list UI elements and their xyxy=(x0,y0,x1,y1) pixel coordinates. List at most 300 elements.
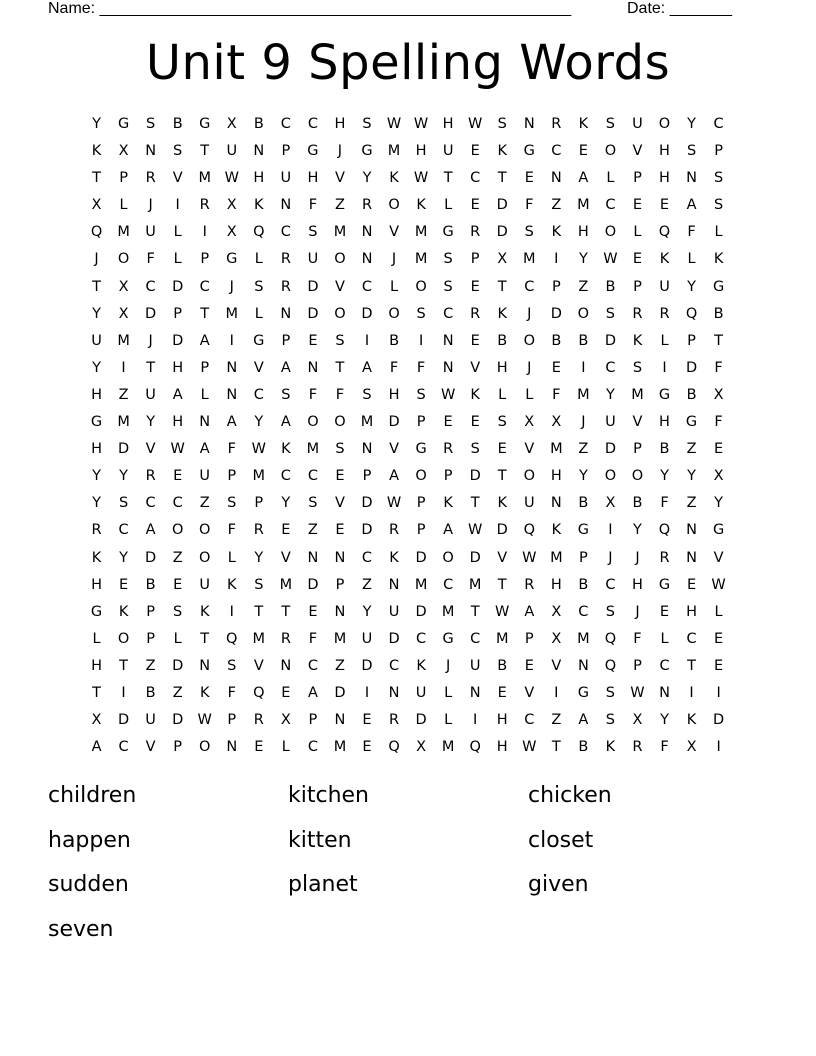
grid-letter: P xyxy=(633,278,642,295)
grid-letter: I xyxy=(229,603,234,620)
grid-letter: K xyxy=(497,495,507,512)
grid-letter: H xyxy=(496,359,508,376)
grid-letter: W xyxy=(495,603,510,620)
grid-letter: C xyxy=(199,278,210,295)
grid-letter: S xyxy=(524,224,534,241)
grid-letter: H xyxy=(91,576,102,593)
grid-letter: C xyxy=(307,468,318,485)
grid-letter: C xyxy=(416,630,427,647)
grid-letter: D xyxy=(415,549,427,566)
grid-letter: T xyxy=(497,278,507,295)
grid-letter: Y xyxy=(687,278,696,295)
grid-letter: E xyxy=(470,197,480,214)
grid-letter: Y xyxy=(92,116,101,132)
grid-letter: P xyxy=(227,468,237,485)
grid-letter: P xyxy=(524,630,534,647)
grid-letter: C xyxy=(605,576,616,593)
grid-letter: Q xyxy=(604,657,617,674)
grid-letter: R xyxy=(253,712,264,729)
grid-letter: S xyxy=(497,414,507,431)
grid-letter: V xyxy=(389,441,399,458)
grid-letter: R xyxy=(659,305,670,322)
grid-letter: S xyxy=(254,278,264,295)
grid-letter: L xyxy=(281,739,290,756)
grid-letter: D xyxy=(496,224,508,241)
grid-letter: W xyxy=(224,170,239,187)
grid-letter: O xyxy=(604,143,617,160)
grid-letter: H xyxy=(632,576,643,593)
grid-letter: C xyxy=(118,522,129,539)
grid-letter: C xyxy=(605,197,616,214)
grid-letter: Y xyxy=(254,414,264,431)
grid-letter: T xyxy=(470,603,480,620)
grid-letter: D xyxy=(496,197,508,214)
grid-letter: R xyxy=(470,305,481,322)
grid-letter: X xyxy=(686,739,697,756)
grid-letter: N xyxy=(199,657,211,674)
grid-letter: T xyxy=(551,739,561,756)
grid-letter: R xyxy=(361,197,373,214)
grid-letter: G xyxy=(90,603,103,620)
grid-letter: E xyxy=(254,739,264,756)
grid-letter: K xyxy=(416,197,426,214)
grid-letter: N xyxy=(253,143,265,160)
grid-letter: J xyxy=(635,549,640,566)
grid-letter: F xyxy=(308,386,318,403)
grid-letter: D xyxy=(145,549,157,566)
grid-letter: A xyxy=(280,359,291,376)
grid-letter: X xyxy=(226,224,237,241)
grid-letter: G xyxy=(523,143,535,160)
grid-letter: D xyxy=(496,522,508,539)
grid-letter: H xyxy=(172,359,184,376)
grid-letter: L xyxy=(498,386,507,403)
grid-letter: N xyxy=(550,495,562,512)
grid-letter: Y xyxy=(254,549,264,566)
grid-letter: W xyxy=(603,251,618,268)
grid-letter: Z xyxy=(172,684,183,701)
grid-letter: A xyxy=(91,739,102,756)
grid-letter: T xyxy=(92,684,101,701)
grid-letter: K xyxy=(118,603,129,620)
grid-letter: U xyxy=(442,143,454,160)
grid-letter: S xyxy=(362,386,372,403)
grid-letter: D xyxy=(145,305,157,322)
grid-letter: U xyxy=(361,630,373,647)
grid-letter: G xyxy=(307,143,319,160)
grid-letter: H xyxy=(91,657,102,674)
grid-letter: Z xyxy=(578,441,589,458)
grid-letter: C xyxy=(280,224,291,241)
grid-letter: N xyxy=(334,603,346,620)
grid-letter: N xyxy=(686,522,697,539)
grid-letter: S xyxy=(632,359,643,376)
grid-letter: M xyxy=(631,386,644,403)
grid-letter: M xyxy=(333,739,347,756)
grid-letter: S xyxy=(605,684,616,701)
grid-letter: M xyxy=(414,224,428,241)
grid-letter: R xyxy=(199,197,210,214)
grid-letter: X xyxy=(524,414,535,431)
grid-letter: D xyxy=(334,684,346,701)
grid-letter: I xyxy=(608,522,613,539)
grid-letter: V xyxy=(524,441,535,458)
grid-letter: Y xyxy=(92,305,101,322)
grid-letter: E xyxy=(470,278,480,295)
grid-letter: P xyxy=(254,495,264,512)
grid-letter: Q xyxy=(388,739,400,756)
grid-letter: H xyxy=(659,143,670,160)
grid-letter: C xyxy=(443,305,454,322)
grid-letter: P xyxy=(633,657,642,674)
grid-letter: C xyxy=(361,549,373,566)
grid-letter: P xyxy=(308,712,318,729)
grid-letter: R xyxy=(280,630,291,647)
grid-letter: A xyxy=(578,712,589,729)
grid-letter: Q xyxy=(90,224,103,241)
grid-letter: A xyxy=(280,414,291,431)
grid-letter: Y xyxy=(119,468,128,485)
grid-letter: L xyxy=(173,630,182,647)
grid-letter: V xyxy=(524,684,535,701)
grid-letter: U xyxy=(469,657,481,674)
grid-letter: A xyxy=(145,522,156,539)
grid-letter: U xyxy=(91,332,102,349)
grid-letter: S xyxy=(605,603,616,620)
grid-letter: X xyxy=(226,116,237,132)
grid-letter: F xyxy=(227,684,236,701)
grid-letter: F xyxy=(714,414,723,431)
grid-letter: S xyxy=(416,305,426,322)
grid-letter: V xyxy=(551,657,562,674)
grid-letter: U xyxy=(280,170,292,187)
grid-letter: G xyxy=(712,522,725,539)
grid-letter: S xyxy=(173,603,183,620)
grid-letter: P xyxy=(714,143,723,160)
grid-letter: C xyxy=(172,495,183,512)
grid-letter: T xyxy=(443,170,453,187)
grid-letter: S xyxy=(118,495,129,512)
word-list-item: kitten xyxy=(288,827,352,853)
grid-letter: V xyxy=(145,441,156,458)
grid-letter: V xyxy=(145,739,156,756)
word-list-item: closet xyxy=(528,827,594,853)
grid-letter: O xyxy=(334,251,346,268)
grid-letter: L xyxy=(227,549,236,566)
grid-letter: F xyxy=(389,359,399,376)
grid-letter: T xyxy=(687,657,696,674)
grid-letter: C xyxy=(280,116,291,132)
grid-letter: H xyxy=(550,468,562,485)
grid-letter: Q xyxy=(253,684,265,701)
grid-letter: Y xyxy=(578,251,588,268)
grid-letter: Z xyxy=(307,522,318,539)
grid-letter: S xyxy=(254,576,264,593)
grid-letter: G xyxy=(442,630,454,647)
grid-letter: H xyxy=(496,712,508,729)
grid-letter: E xyxy=(335,522,345,539)
grid-letter: D xyxy=(469,549,481,566)
grid-letter: W xyxy=(468,522,483,539)
grid-letter: M xyxy=(414,251,428,268)
grid-letter: H xyxy=(253,170,265,187)
grid-letter: K xyxy=(470,386,480,403)
grid-letter: P xyxy=(470,251,480,268)
grid-letter: T xyxy=(470,495,480,512)
grid-letter: D xyxy=(307,278,319,295)
grid-letter: R xyxy=(551,116,562,132)
grid-letter: U xyxy=(388,603,400,620)
grid-letter: H xyxy=(577,224,589,241)
grid-letter: N xyxy=(523,116,535,132)
grid-letter: T xyxy=(200,630,210,647)
grid-letter: S xyxy=(227,495,237,512)
grid-letter: I xyxy=(202,224,207,241)
grid-letter: Q xyxy=(604,630,617,647)
grid-letter: E xyxy=(632,251,643,268)
grid-letter: I xyxy=(121,359,126,376)
grid-letter: Q xyxy=(523,522,535,539)
grid-letter: E xyxy=(659,197,670,214)
grid-letter: X xyxy=(91,712,102,729)
grid-letter: S xyxy=(713,170,724,187)
grid-letter: N xyxy=(226,739,238,756)
grid-letter: J xyxy=(608,549,613,566)
grid-letter: W xyxy=(440,386,456,403)
grid-letter: E xyxy=(362,739,372,756)
grid-letter: G xyxy=(712,278,725,295)
grid-letter: U xyxy=(145,712,156,729)
grid-letter: C xyxy=(659,657,670,674)
grid-letter: J xyxy=(581,414,586,431)
grid-letter: B xyxy=(578,495,589,512)
grid-letter: V xyxy=(470,359,481,376)
grid-letter: L xyxy=(444,684,453,701)
grid-letter: D xyxy=(117,712,130,729)
grid-letter: N xyxy=(550,170,562,187)
grid-letter: S xyxy=(686,143,697,160)
grid-letter: R xyxy=(280,251,291,268)
grid-letter: M xyxy=(279,576,293,593)
grid-letter: P xyxy=(173,305,183,322)
grid-letter: X xyxy=(416,739,427,756)
grid-letter: V xyxy=(280,549,291,566)
grid-letter: D xyxy=(388,630,400,647)
word-list-item: sudden xyxy=(48,872,129,897)
grid-letter: M xyxy=(252,630,266,647)
grid-letter: W xyxy=(251,441,266,458)
grid-letter: Y xyxy=(605,386,615,403)
grid-letter: C xyxy=(443,576,454,593)
grid-letter: J xyxy=(337,143,343,160)
grid-letter: T xyxy=(714,332,724,349)
grid-letter: U xyxy=(145,386,156,403)
grid-letter: D xyxy=(361,657,373,674)
grid-letter: S xyxy=(443,251,453,268)
grid-letter: T xyxy=(497,468,507,485)
grid-letter: D xyxy=(469,468,481,485)
grid-letter: B xyxy=(605,278,616,295)
grid-letter: S xyxy=(308,224,318,241)
grid-letter: F xyxy=(660,739,669,756)
grid-letter: I xyxy=(716,739,721,756)
grid-letter: E xyxy=(714,657,724,674)
grid-letter: P xyxy=(633,170,642,187)
grid-letter: M xyxy=(577,630,590,647)
grid-letter: K xyxy=(551,224,562,241)
grid-letter: C xyxy=(713,116,724,132)
grid-letter: P xyxy=(443,468,453,485)
grid-letter: O xyxy=(658,116,671,132)
grid-letter: E xyxy=(497,441,507,458)
grid-letter: V xyxy=(334,495,345,512)
grid-letter: O xyxy=(604,468,617,485)
grid-letter: N xyxy=(145,143,157,160)
grid-letter: L xyxy=(714,224,723,241)
grid-letter: T xyxy=(281,603,291,620)
grid-letter: N xyxy=(388,684,400,701)
grid-letter: L xyxy=(444,712,453,729)
grid-letter: T xyxy=(119,657,128,674)
grid-letter: N xyxy=(280,305,292,322)
grid-letter: J xyxy=(391,251,397,268)
grid-letter: O xyxy=(442,549,454,566)
grid-letter: S xyxy=(281,386,291,403)
grid-letter: K xyxy=(389,170,399,187)
grid-letter: G xyxy=(199,116,211,132)
grid-letter: N xyxy=(686,170,697,187)
grid-letter: Q xyxy=(226,630,238,647)
grid-letter: N xyxy=(686,549,697,566)
grid-letter: D xyxy=(172,712,184,729)
grid-letter: L xyxy=(389,278,399,295)
grid-letter: F xyxy=(335,386,345,403)
grid-letter: C xyxy=(307,657,318,674)
grid-letter: N xyxy=(361,251,373,268)
grid-letter: W xyxy=(197,712,212,729)
grid-letter: B xyxy=(551,332,562,349)
grid-letter: E xyxy=(308,603,318,620)
grid-letter: W xyxy=(522,549,537,566)
grid-letter: F xyxy=(308,630,318,647)
grid-letter: G xyxy=(577,522,589,539)
grid-letter: A xyxy=(199,332,210,349)
grid-letter: G xyxy=(415,441,427,458)
grid-letter: C xyxy=(686,630,697,647)
grid-letter: H xyxy=(415,143,427,160)
grid-letter: M xyxy=(333,630,347,647)
grid-letter: P xyxy=(146,630,155,647)
grid-letter: X xyxy=(551,603,562,620)
grid-letter: N xyxy=(361,224,373,241)
grid-letter: S xyxy=(146,116,156,132)
grid-letter: R xyxy=(443,441,454,458)
grid-letter: T xyxy=(254,603,264,620)
grid-letter: H xyxy=(172,414,184,431)
grid-letter: Y xyxy=(281,495,291,512)
grid-letter: M xyxy=(523,251,536,268)
grid-letter: O xyxy=(577,305,590,322)
grid-letter: L xyxy=(254,305,263,322)
grid-letter: K xyxy=(713,251,724,268)
grid-letter: C xyxy=(578,603,589,620)
grid-letter: L xyxy=(173,251,182,268)
grid-letter: H xyxy=(91,441,102,458)
grid-letter: U xyxy=(307,251,319,268)
grid-letter: S xyxy=(443,278,453,295)
grid-letter: I xyxy=(554,684,559,701)
grid-letter: B xyxy=(686,386,697,403)
grid-letter: N xyxy=(307,359,319,376)
grid-letter: U xyxy=(659,278,670,295)
grid-letter: P xyxy=(200,359,210,376)
grid-letter: K xyxy=(389,549,399,566)
grid-letter: M xyxy=(117,414,130,431)
grid-letter: S xyxy=(335,441,345,458)
grid-letter: T xyxy=(335,359,345,376)
grid-letter: Y xyxy=(660,468,669,485)
grid-letter: F xyxy=(687,224,696,241)
grid-letter: L xyxy=(687,251,696,268)
word-list-item: happen xyxy=(48,827,131,853)
grid-letter: C xyxy=(118,739,129,756)
grid-letter: X xyxy=(280,712,291,729)
grid-letter: P xyxy=(551,278,561,295)
grid-letter: D xyxy=(388,414,400,431)
grid-letter: H xyxy=(388,386,400,403)
grid-letter: S xyxy=(173,143,183,160)
grid-letter: Q xyxy=(658,522,671,539)
grid-letter: O xyxy=(334,414,346,431)
grid-letter: L xyxy=(660,630,669,647)
grid-letter: N xyxy=(388,576,400,593)
grid-letter: H xyxy=(550,576,562,593)
grid-letter: I xyxy=(581,359,586,376)
grid-letter: B xyxy=(253,116,264,132)
grid-letter: Y xyxy=(660,712,669,729)
grid-letter: R xyxy=(145,170,156,187)
grid-letter: F xyxy=(633,630,642,647)
grid-letter: H xyxy=(659,170,670,187)
grid-letter: F xyxy=(660,495,669,512)
grid-letter: D xyxy=(361,305,373,322)
grid-letter: Z xyxy=(199,495,210,512)
grid-letter: X xyxy=(91,197,102,214)
grid-letter: K xyxy=(199,603,210,620)
grid-letter: D xyxy=(172,332,184,349)
grid-letter: R xyxy=(470,224,481,241)
grid-letter: V xyxy=(253,657,264,674)
grid-letter: D xyxy=(685,359,698,376)
grid-letter: D xyxy=(307,576,319,593)
grid-letter: N xyxy=(469,684,481,701)
grid-letter: G xyxy=(226,251,238,268)
grid-letter: W xyxy=(711,576,726,593)
grid-letter: C xyxy=(307,116,318,132)
grid-letter: B xyxy=(497,332,508,349)
grid-letter: I xyxy=(418,332,424,349)
grid-letter: T xyxy=(92,278,101,295)
header-line xyxy=(48,0,748,19)
grid-letter: O xyxy=(199,739,211,756)
grid-letter: X xyxy=(551,414,562,431)
grid-letter: Y xyxy=(119,549,128,566)
grid-letter: C xyxy=(524,712,535,729)
word-list-item: given xyxy=(528,872,589,897)
grid-letter: M xyxy=(550,441,563,458)
grid-letter: J xyxy=(229,278,234,295)
grid-letter: J xyxy=(148,332,153,349)
